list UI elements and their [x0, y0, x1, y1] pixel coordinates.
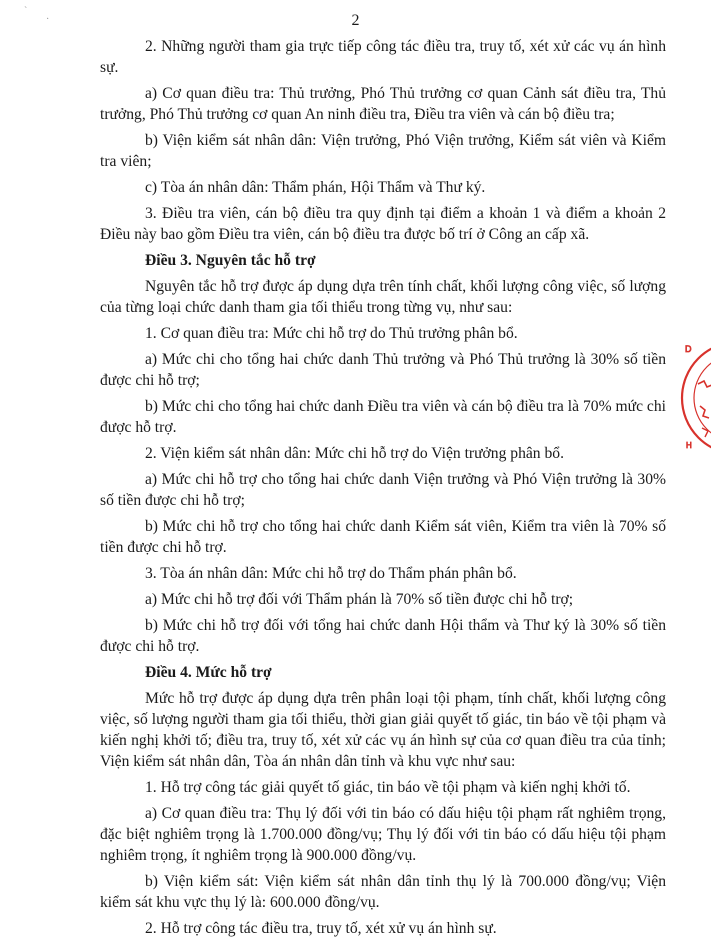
paragraph: 1. Hỗ trợ công tác giải quyết tố giác, tin báo về tội phạm và kiến nghị khởi tố.: [145, 779, 631, 796]
paragraph: 1. Cơ quan điều tra: Mức chi hỗ trợ do Thủ trưởng phân bổ.: [145, 325, 518, 342]
paragraph: b) Viện kiểm sát nhân dân: Viện trưởng, Phó Viện trưởng, Kiểm sát viên và Kiểm tra viên;: [100, 132, 666, 170]
paragraph: 2. Những người tham gia trực tiếp công tác điều tra, truy tố, xét xử các vụ án hình sự.: [100, 38, 666, 76]
paragraph: 3. Điều tra viên, cán bộ điều tra quy định tại điểm a khoản 1 và điểm a khoản 2 Điều này bao gồm Điều tra viên, cán bộ điều tra được bố trí ở Công an cấp xã.: [100, 205, 666, 243]
page-number: 2: [351, 12, 360, 29]
scan-speck: ·: [46, 14, 50, 25]
paragraph: a) Mức chi cho tổng hai chức danh Thủ trưởng và Phó Thủ trưởng là 30% số tiền được chi hỗ trợ;: [100, 351, 666, 389]
paragraph: c) Tòa án nhân dân: Thẩm phán, Hội Thẩm và Thư ký.: [145, 179, 486, 196]
paragraph: a) Mức chi hỗ trợ đối với Thẩm phán là 70% số tiền được chi hỗ trợ;: [145, 591, 574, 608]
article-heading: Điều 3. Nguyên tắc hỗ trợ: [145, 252, 316, 269]
paragraph: 3. Tòa án nhân dân: Mức chi hỗ trợ do Thẩm phán phân bổ.: [145, 565, 517, 582]
paragraph: b) Mức chi cho tổng hai chức danh Điều tra viên và cán bộ điều tra là 70% mức chi được hỗ trợ.: [100, 398, 666, 436]
paragraph: Mức hỗ trợ được áp dụng dựa trên phân loại tội phạm, tính chất, khối lượng công việc, số lượng người tham gia tối thiểu, thời gian giải quyết tố giác, tin báo về tội phạm và kiến nghị khởi tố; điều tra, truy tố, xét xử các vụ án hình sự của cơ quan điều tra của tỉnh; Viện kiểm sát nhân dân, Tòa án nhân dân tỉnh và khu vực như sau:: [100, 690, 666, 770]
document-body: [100, 36, 666, 944]
paragraph: Nguyên tắc hỗ trợ được áp dụng dựa trên tính chất, khối lượng công việc, số lượng của từng loại chức danh tham gia tối thiểu trong từng vụ, như sau:: [100, 278, 666, 316]
paragraph: a) Cơ quan điều tra: Thụ lý đối với tin báo có dấu hiệu tội phạm rất nghiêm trọng, đặc biệt nghiêm trọng là 1.700.000 đồng/vụ; Thụ lý đối với tin báo có dấu hiệu tội phạm nghiêm trọng, ít nghiêm trọng là 900.000 đồng/vụ.: [100, 805, 666, 864]
paragraph: a) Cơ quan điều tra: Thủ trưởng, Phó Thủ trưởng cơ quan Cảnh sát điều tra, Thủ trưởng, Phó Thủ trưởng cơ quan An ninh điều tra, Điều tra viên và cán bộ điều tra;: [100, 85, 666, 123]
svg-text:H: H: [686, 441, 692, 450]
scan-speck: ˋ: [24, 6, 28, 17]
paragraph: b) Viện kiểm sát: Viện kiểm sát nhân dân tỉnh thụ lý là 700.000 đồng/vụ; Viện kiểm sát khu vực thụ lý là: 600.000 đồng/vụ.: [100, 873, 666, 911]
red-stamp-fragment: [680, 336, 711, 458]
svg-text:D: D: [685, 344, 692, 354]
paragraph: 2. Viện kiểm sát nhân dân: Mức chi hỗ trợ do Viện trưởng phân bổ.: [145, 445, 564, 462]
paragraph: b) Mức chi hỗ trợ cho tổng hai chức danh Kiểm sát viên, Kiểm tra viên là 70% số tiền được chi hỗ trợ.: [100, 518, 666, 556]
paragraph: a) Mức chi hỗ trợ cho tổng hai chức danh Viện trưởng và Phó Viện trưởng là 30% số tiền được chi hỗ trợ;: [100, 471, 666, 509]
article-heading: Điều 4. Mức hỗ trợ: [145, 664, 272, 681]
paragraph: 2. Hỗ trợ công tác điều tra, truy tố, xét xử vụ án hình sự.: [145, 920, 497, 937]
paragraph: b) Mức chi hỗ trợ đối với tổng hai chức danh Hội thẩm và Thư ký là 30% số tiền được chi hỗ trợ.: [100, 617, 666, 655]
